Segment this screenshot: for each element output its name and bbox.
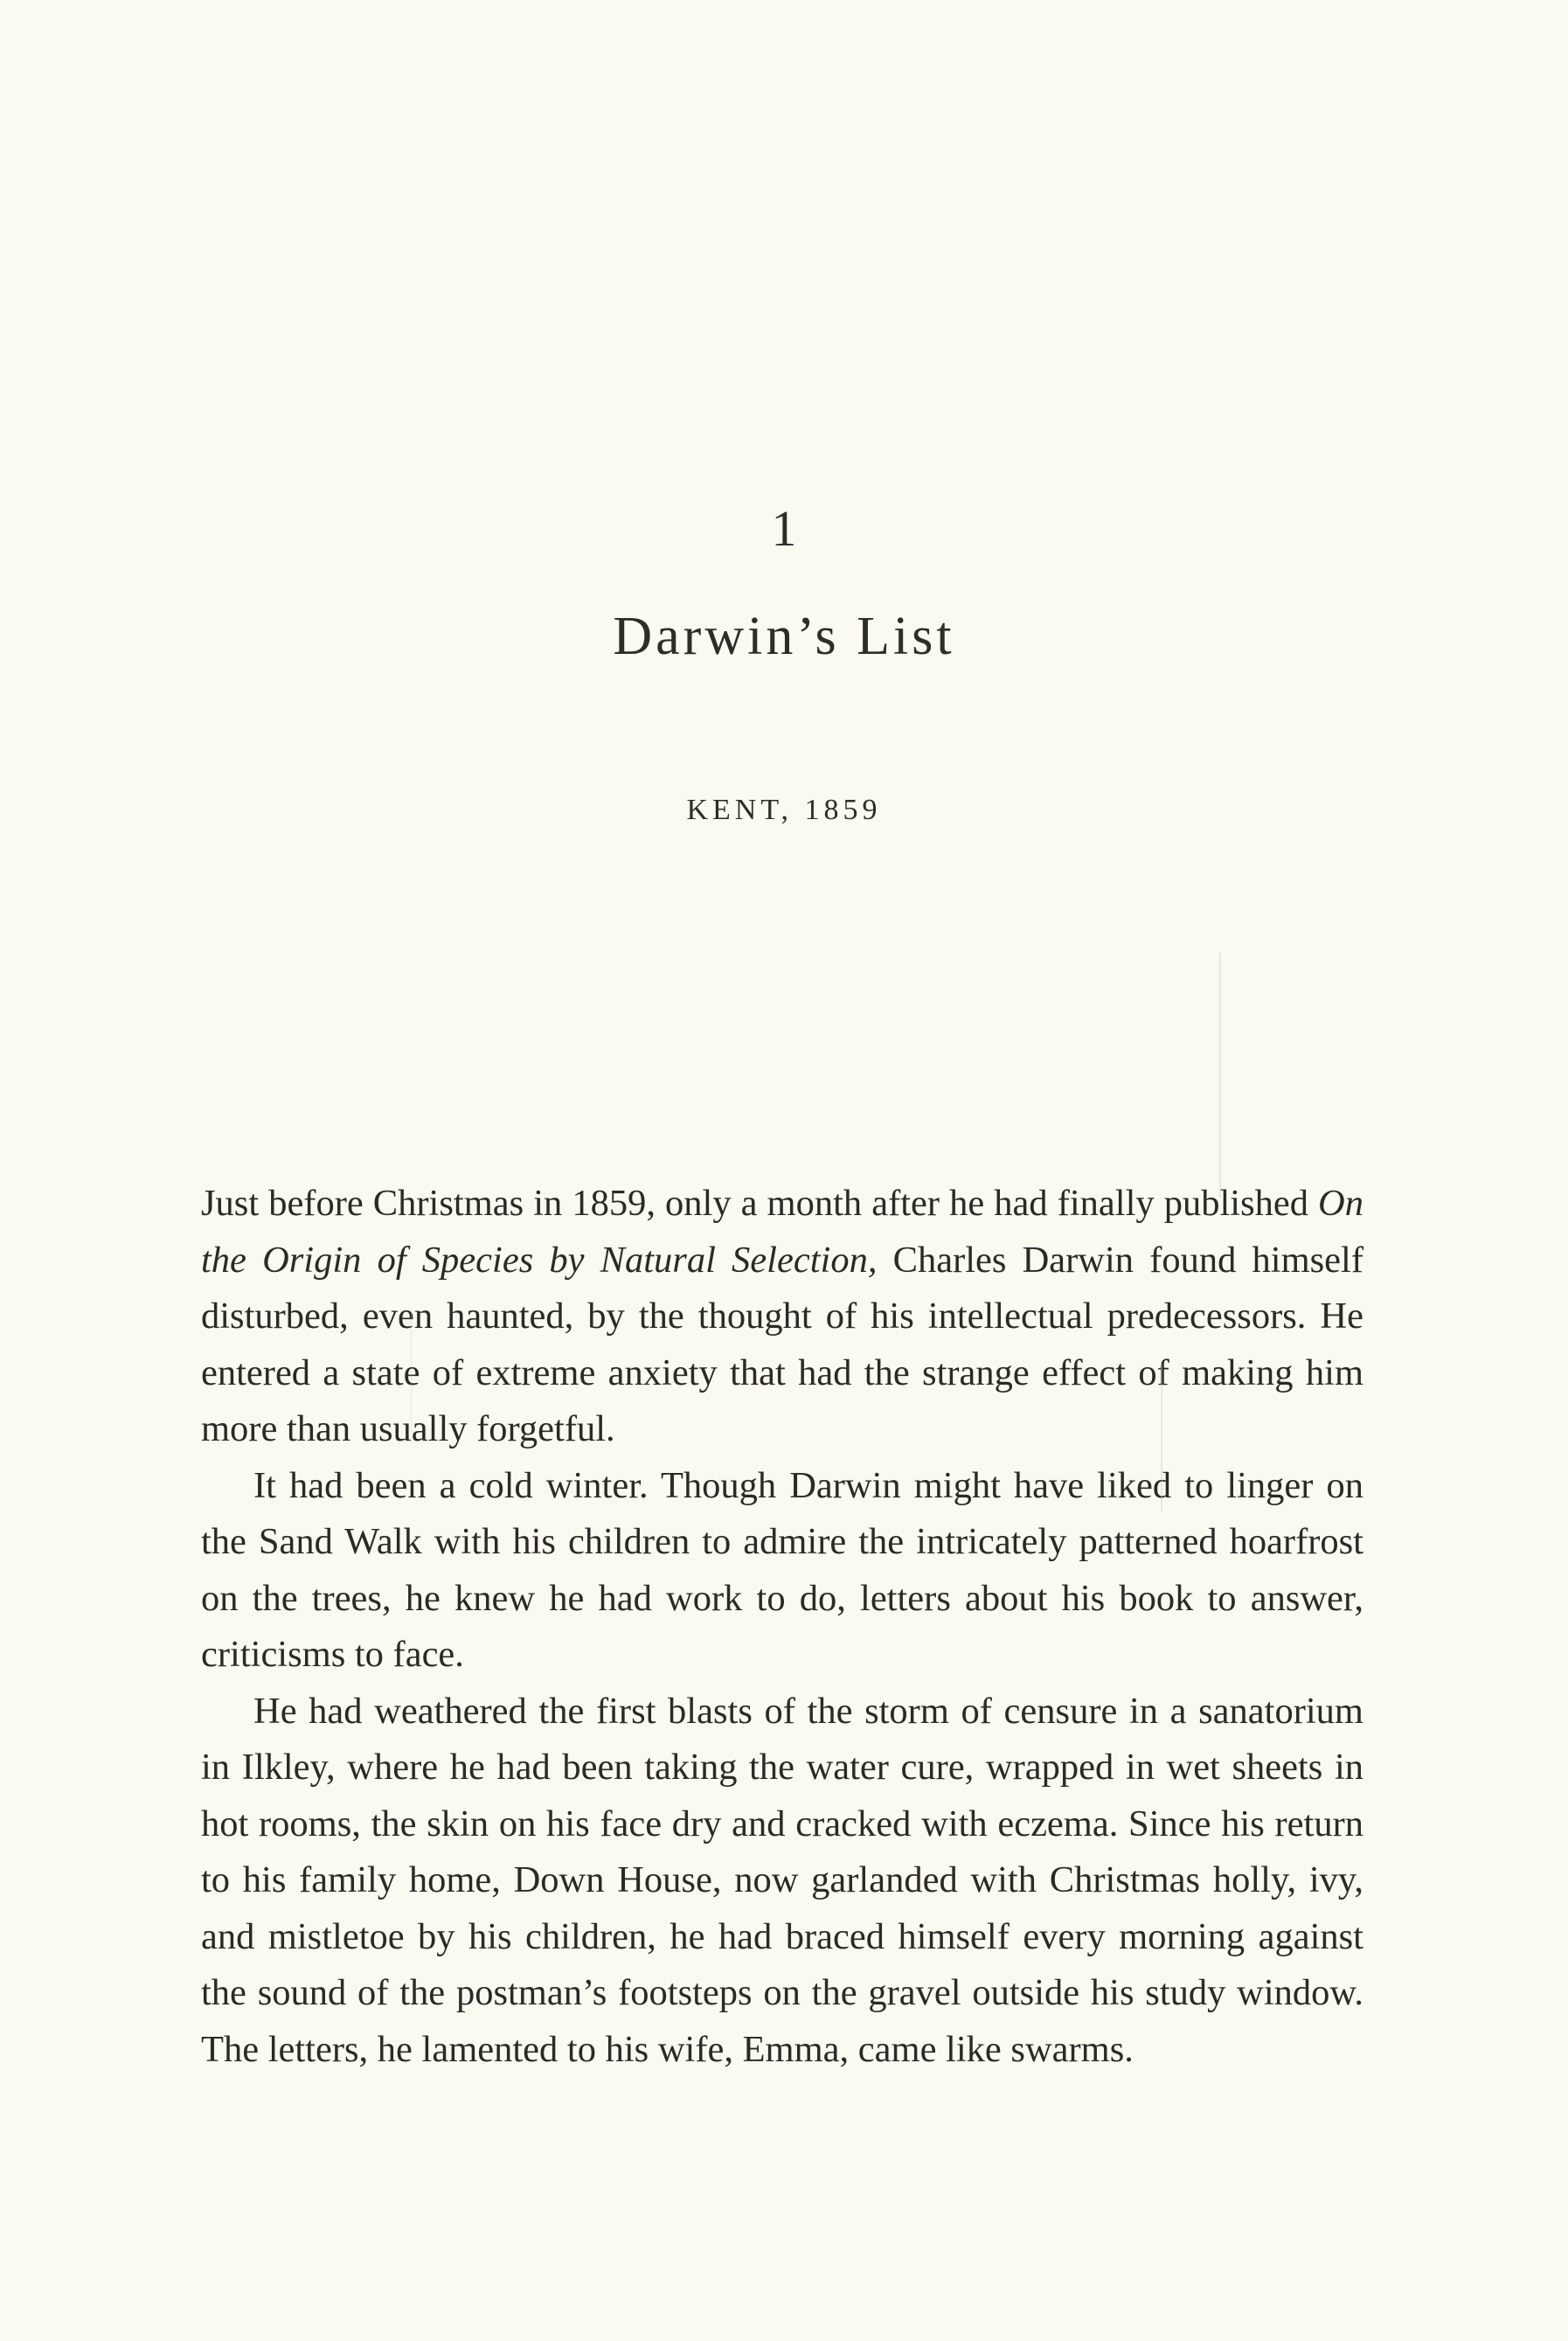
chapter-dateline: KENT, 1859 [686,794,882,826]
scan-artifact [411,1311,412,1434]
chapter-title: Darwin’s List [613,607,955,666]
body-text [201,1176,1363,2078]
book-title-italic: On the Origin of Species by Natural Selection, [201,1183,1363,1281]
paragraph-text: It had been a cold winter. Though Darwin might have liked to linger on the Sand Walk with his children to admire the intricately patterned hoarfrost on the trees, he knew he had work to do, letters about his book to answer, criticisms to face. [201,1464,1363,1675]
chapter-number: 1 [771,500,797,557]
paragraph [201,1684,1363,2079]
scan-artifact [1161,1364,1162,1512]
scan-artifact [1219,953,1221,1198]
paragraph [201,1176,1363,1458]
paragraph [201,1458,1363,1684]
paragraph-text: Charles Darwin found himself disturbed, even haunted, by the thought of his intellectual predecessors. He entered a state of extreme anxiety that had the strange effect of making him more than usually forgetful. [201,1239,1363,1449]
paragraph-text: He had weathered the first blasts of the storm of censure in a sanatorium in Ilkley, where he had been taking the water cure, wrapped in wet sheets in hot rooms, the skin on his face dry and cracked with eczema. Since his return to his family home, Down House, now garlanded with Christmas holly, ivy, and mistletoe by his children, he had braced himself every morning against the sound of the postman’s footsteps on the gravel outside his study window. The letters, he lamented to his wife, Emma, came like swarms. [201,1690,1363,2070]
paragraph-text: Just before Christmas in 1859, only a month after he had finally published [201,1183,1319,1224]
